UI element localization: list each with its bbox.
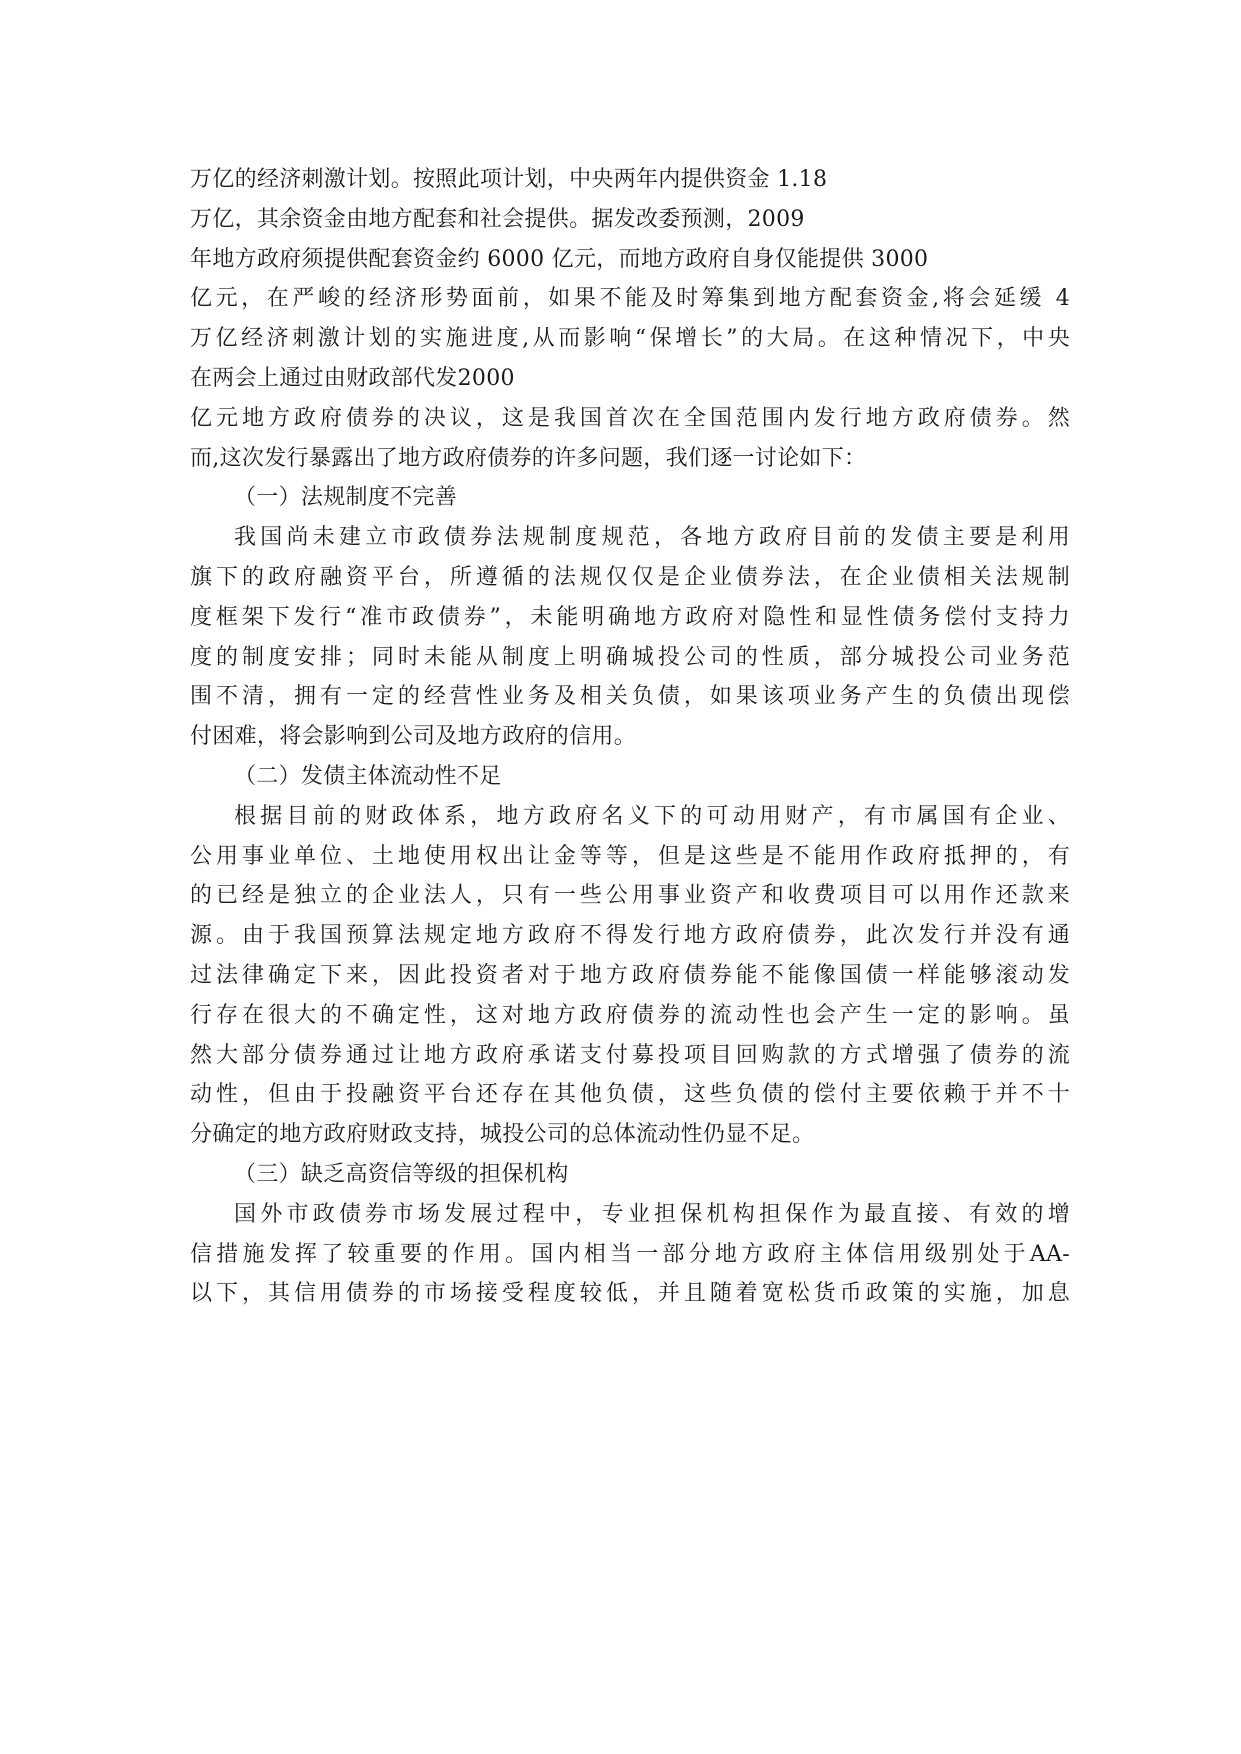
text-line: 旗下的政府融资平台，所遵循的法规仅仅是企业债券法，在企业债相关法规制 bbox=[190, 564, 1070, 590]
text-line: 信措施发挥了较重要的作用。国内相当一部分地方政府主体信用级别处于AA- bbox=[190, 1241, 1070, 1267]
text-line: 围不清，拥有一定的经营性业务及相关负债，如果该项业务产生的负债出现偿 bbox=[190, 684, 1070, 710]
text-line: （三）缺乏高资信等级的担保机构 bbox=[234, 1161, 569, 1187]
text-line: 付困难，将会影响到公司及地方政府的信用。 bbox=[190, 724, 637, 750]
text-line: 国外市政债券市场发展过程中，专业担保机构担保作为最直接、有效的增 bbox=[234, 1201, 1070, 1227]
text-line: 度框架下发行“准市政债券”，未能明确地方政府对隐性和显性债务偿付支持力 bbox=[190, 604, 1070, 630]
text-line: 的已经是独立的企业法人，只有一些公用事业资产和收费项目可以用作还款来 bbox=[190, 883, 1070, 909]
text-line: 万亿的经济刺激计划。按照此项计划，中央两年内提供资金 1.18 bbox=[190, 167, 828, 192]
text-line: 公用事业单位、土地使用权出让金等等，但是这些是不能用作政府抵押的，有 bbox=[190, 843, 1070, 869]
text-line: （二）发债主体流动性不足 bbox=[234, 763, 502, 789]
text-line: 在两会上通过由财政部代发2000 bbox=[190, 365, 515, 391]
text-line: 万亿，其余资金由地方配套和社会提供。据发改委预测，2009 bbox=[190, 206, 805, 232]
text-line: 亿元，在严峻的经济形势面前，如果不能及时筹集到地方配套资金,将会延缓 4 bbox=[190, 286, 1070, 312]
text-line: 以下，其信用债券的市场接受程度较低，并且随着宽松货币政策的实施，加息 bbox=[190, 1281, 1070, 1307]
text-line: 万亿经济刺激计划的实施进度,从而影响“保增长”的大局。在这种情况下，中央 bbox=[190, 326, 1070, 352]
text-line: （一）法规制度不完善 bbox=[234, 485, 458, 511]
text-line: 根据目前的财政体系，地方政府名义下的可动用财产，有市属国有企业、 bbox=[234, 803, 1070, 829]
text-line: 源。由于我国预算法规定地方政府不得发行地方政府债券，此次发行并没有通 bbox=[190, 923, 1070, 949]
text-line: 分确定的地方政府财政支持，城投公司的总体流动性仍显不足。 bbox=[190, 1122, 815, 1148]
text-line: 过法律确定下来，因此投资者对于地方政府债券能不能像国债一样能够滚动发 bbox=[190, 962, 1070, 988]
text-line: 亿元地方政府债券的决议，这是我国首次在全国范围内发行地方政府债券。然 bbox=[190, 405, 1070, 431]
text-line: 然大部分债券通过让地方政府承诺支付募投项目回购款的方式增强了债券的流 bbox=[190, 1042, 1070, 1068]
text-line: 行存在很大的不确定性，这对地方政府债券的流动性也会产生一定的影响。虽 bbox=[190, 1002, 1070, 1028]
text-line: 我国尚未建立市政债券法规制度规范，各地方政府目前的发债主要是利用 bbox=[234, 525, 1070, 551]
body-text bbox=[190, 160, 1070, 1314]
text-line: 而,这次发行暴露出了地方政府债券的许多问题，我们逐一讨论如下： bbox=[190, 445, 867, 471]
text-line: 年地方政府须提供配套资金约 6000 亿元，而地方政府自身仅能提供 3000 bbox=[190, 246, 929, 272]
text-line: 动性，但由于投融资平台还存在其他负债，这些负债的偿付主要依赖于并不十 bbox=[190, 1082, 1070, 1108]
text-line: 度的制度安排；同时未能从制度上明确城投公司的性质，部分城投公司业务范 bbox=[190, 644, 1070, 670]
